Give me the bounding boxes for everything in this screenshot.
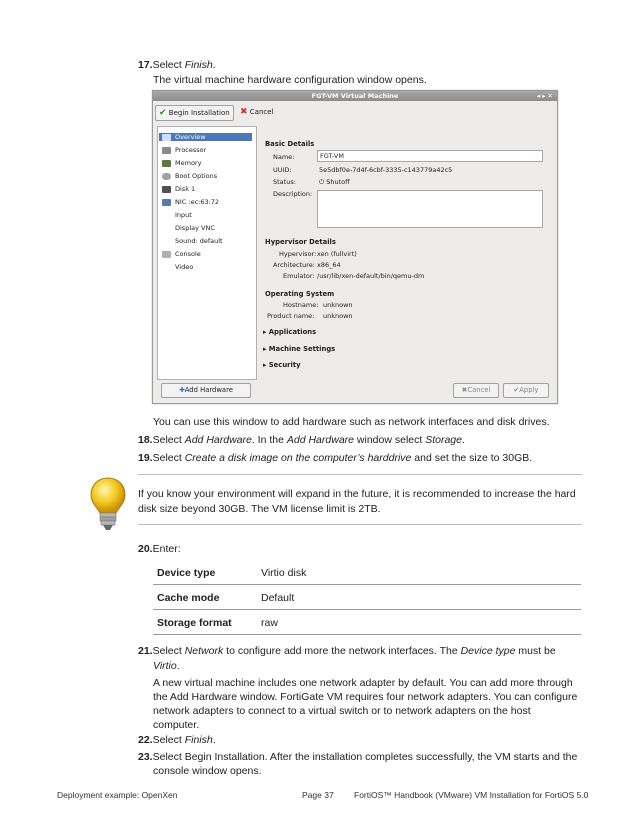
tip-top-rule — [138, 474, 582, 475]
processor-icon — [162, 147, 171, 154]
step-18: 18.Select Add Hardware. In the Add Hardware window select Storage. — [138, 434, 465, 446]
overview-icon — [162, 134, 171, 141]
plus-icon: ✚ — [179, 386, 185, 394]
toolbar-cancel-button[interactable]: ✖ Cancel — [240, 107, 274, 117]
apply-button[interactable]: ✔Apply — [503, 383, 549, 398]
description-field[interactable] — [317, 190, 543, 228]
table-value: Virtio disk — [261, 567, 307, 579]
step-23-continued: console window opens. — [153, 765, 262, 777]
sidebar-item-disk[interactable]: Disk 1 — [162, 185, 195, 193]
step-17-result: The virtual machine hardware configuration window opens. — [153, 74, 427, 86]
checkmark-icon: ✔ — [513, 386, 520, 394]
hostname-value: unknown — [323, 301, 353, 309]
uuid-value: 5e5dbf0e-7d4f-6cbf-3335-c143779a42c5 — [319, 166, 453, 174]
uuid-label: UUID: — [273, 166, 292, 174]
sidebar-item-console[interactable]: Console — [162, 250, 201, 258]
gear-icon — [162, 173, 171, 180]
table-row — [153, 560, 581, 585]
expander-arrow-icon: ▸ — [263, 345, 269, 353]
applications-expander[interactable]: ▸ Applications — [263, 328, 317, 336]
cancel-icon: ✖ — [461, 386, 468, 394]
tip-bottom-rule — [138, 524, 582, 525]
table-row — [153, 610, 581, 635]
sidebar-item-video[interactable]: Video — [175, 263, 194, 271]
expander-arrow-icon: ▸ — [263, 361, 269, 369]
network-icon — [162, 199, 171, 206]
emulator-value: /usr/lib/xen-default/bin/qemu-dm — [317, 272, 425, 280]
details-pane — [261, 126, 551, 378]
step-19: 19.Select Create a disk image on the computer’s harddrive and set the size to 30GB. — [138, 452, 533, 464]
begin-installation-button[interactable]: ✔ Begin Installation — [155, 105, 234, 121]
operating-system-heading: Operating System — [265, 290, 335, 298]
table-row — [153, 585, 581, 610]
sidebar-item-input[interactable]: Input — [175, 211, 192, 219]
sidebar-item-sound[interactable]: Sound: default — [175, 237, 223, 245]
product-name-label: Product name: — [267, 312, 315, 320]
paragraph-line: A new virtual machine includes one network adapter by default. You can add more through — [153, 677, 573, 689]
step-23: 23.Select Begin Installation. After the installation completes successfully, the VM starts and the — [138, 751, 578, 763]
table-key: Storage format — [157, 617, 232, 629]
step-22: 22.Select Finish. — [138, 734, 216, 746]
footer-right: FortiOS™ Handbook (VMware) VM Installation for FortiOS 5.0 — [354, 790, 589, 800]
after-window-text: You can use this window to add hardware such as network interfaces and disk drives. — [153, 416, 550, 428]
tip-line-2: disk size beyond 30GB. The VM license limit is 2TB. — [138, 503, 381, 515]
product-name-value: unknown — [323, 312, 353, 320]
hostname-label: Hostname: — [283, 301, 319, 309]
bottom-cancel-button[interactable]: ✖Cancel — [453, 383, 499, 398]
sidebar-item-overview[interactable]: Overview — [159, 133, 252, 141]
step-21: 21.Select Network to configure add more the network interfaces. The Device type must be — [138, 645, 556, 657]
table-key: Device type — [157, 567, 216, 579]
memory-icon — [162, 160, 171, 167]
sidebar-item-display[interactable]: Display VNC — [175, 224, 215, 232]
step-17: 17.Select Finish. — [138, 59, 216, 71]
step-20: 20.Enter: — [138, 543, 181, 555]
checkmark-icon: ✔ — [159, 108, 167, 118]
add-hardware-button[interactable]: ✚Add Hardware — [161, 383, 251, 398]
paragraph-line: computer. — [153, 719, 200, 731]
shutoff-icon: ⏻ — [319, 178, 327, 186]
basic-details-heading: Basic Details — [265, 140, 315, 148]
footer-left: Deployment example: OpenXen — [57, 790, 178, 800]
sidebar-item-nic[interactable]: NIC :ec:63:72 — [162, 198, 219, 206]
architecture-value: x86_64 — [317, 261, 341, 269]
tip-line-1: If you know your environment will expand in the future, it is recommended to increase the hard — [138, 488, 576, 500]
hypervisor-details-heading: Hypervisor Details — [265, 238, 336, 246]
console-icon — [162, 251, 171, 258]
description-label: Description: — [273, 190, 313, 198]
sidebar-item-memory[interactable]: Memory — [162, 159, 201, 167]
sidebar-item-processor[interactable]: Processor — [162, 146, 206, 154]
name-label: Name: — [273, 153, 295, 161]
emulator-label: Emulator: — [283, 272, 315, 280]
window-title: FGT-VM Virtual Machine — [311, 92, 399, 100]
vm-window-screenshot — [152, 90, 558, 404]
table-value: raw — [261, 617, 278, 629]
paragraph-line: network adapters to connect to a virtual switch or to network adapters on the host — [153, 705, 531, 717]
status-label: Status: — [273, 178, 296, 186]
expander-arrow-icon: ▸ — [263, 328, 269, 336]
step-21-continued: Virtio. — [153, 660, 180, 672]
sidebar-item-boot-options[interactable]: Boot Options — [162, 172, 217, 180]
table-key: Cache mode — [157, 592, 220, 604]
name-field[interactable]: FGT-VM — [317, 150, 543, 162]
paragraph-line: the Add Hardware window. FortiGate VM requires four network adapters. You can configure — [153, 691, 578, 703]
footer-page-number: Page 37 — [302, 790, 334, 800]
lightbulb-icon — [88, 476, 128, 532]
hypervisor-label: Hypervisor: — [279, 250, 317, 258]
status-value: ⏻ Shutoff — [319, 178, 350, 186]
window-controls[interactable]: ◂ ▸ ✕ — [536, 92, 553, 100]
table-value: Default — [261, 592, 295, 604]
architecture-label: Architecture: — [273, 261, 315, 269]
cancel-icon: ✖ — [240, 107, 248, 117]
hardware-list — [157, 126, 257, 380]
hypervisor-value: xen (fullvirt) — [317, 250, 357, 258]
disk-icon — [162, 186, 171, 193]
machine-settings-expander[interactable]: ▸ Machine Settings — [263, 345, 336, 353]
security-expander[interactable]: ▸ Security — [263, 361, 301, 369]
window-titlebar — [153, 91, 557, 101]
